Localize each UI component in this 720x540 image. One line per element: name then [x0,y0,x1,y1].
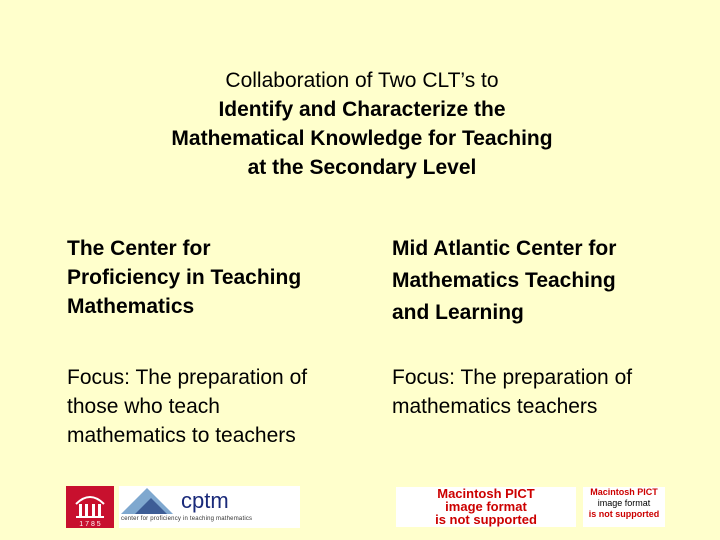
pict-line: Macintosh PICT [437,487,535,501]
right-focus-line: Focus: The preparation of [392,366,633,389]
right-focus-line: mathematics teachers [392,395,598,418]
right-heading-line: and Learning [392,301,524,324]
left-heading-line: Mathematics [67,295,195,318]
mountain-icon [121,486,181,516]
left-focus-line: those who teach [67,395,220,418]
title-line-3: Mathematical Knowledge for Teaching [171,127,553,150]
pict-line: image format [445,499,527,514]
cptm-logo [119,486,300,528]
right-heading-line: Mathematics Teaching [392,269,616,292]
macmtl-focus [392,363,702,421]
title-line-1: Collaboration of Two CLT’s to [225,69,499,92]
unsupported-image-placeholder [396,487,576,527]
pict-line: is not supported [435,512,537,527]
cptm-wordmark: cptm [181,488,229,513]
left-focus-line: mathematics to teachers [67,424,296,447]
pict-line: is not supported [588,509,660,519]
title-line-2: Identify and Characterize the [218,98,506,121]
left-focus-line: Focus: The preparation of [67,366,308,389]
pict-line: Macintosh PICT [590,487,658,497]
left-heading-line: Proficiency in Teaching [67,266,302,289]
seal-year: 1 7 8 5 [79,521,101,528]
left-heading-line: The Center for [67,237,211,260]
right-heading-line: Mid Atlantic Center for [392,237,617,260]
university-seal-logo [66,486,114,528]
title-line-4: at the Secondary Level [247,156,477,179]
cptm-focus [67,363,367,450]
cptm-tagline: center for proficiency in teaching mathematics [121,516,253,522]
seal-icon [66,486,114,528]
slide-title [60,66,664,182]
macmtl-center-name [392,233,702,329]
pict-line: image format [597,498,651,508]
cptm-center-name [67,234,367,321]
unsupported-image-placeholder-small [583,487,665,527]
